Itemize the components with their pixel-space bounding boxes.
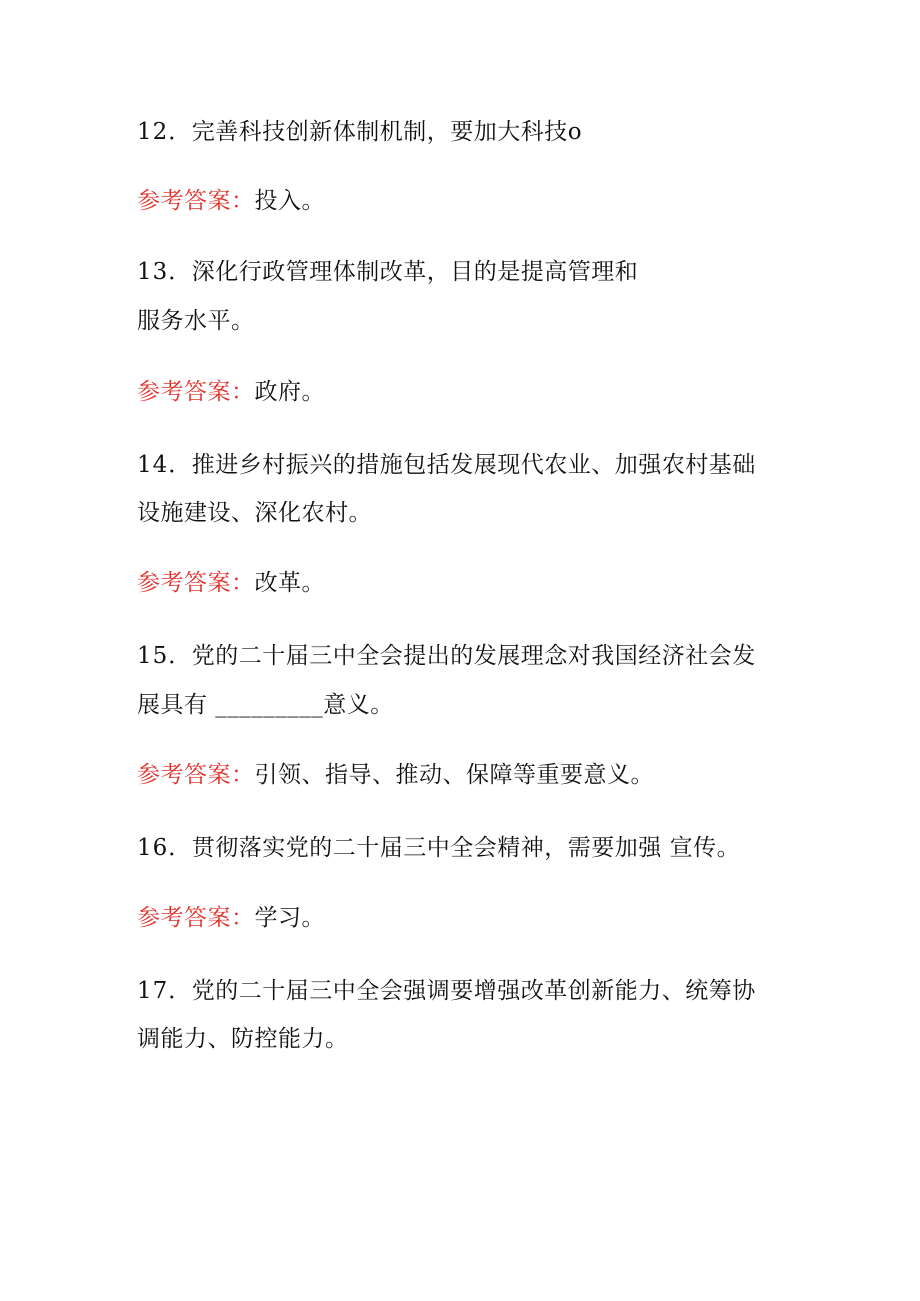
question-text: ．深化行政管理体制改革，目的是提高管理和: [168, 259, 639, 285]
answer-label: 参考答案：: [137, 762, 255, 788]
question-15-line-1: [137, 641, 756, 671]
question-15-line-2: [137, 690, 394, 720]
answer-14: [137, 568, 325, 598]
answer-15: [137, 760, 654, 790]
question-13-line-1: [137, 257, 638, 287]
question-number: 15: [137, 643, 169, 669]
answer-text: 引领、指导、推动、保障等重要意义。: [254, 762, 654, 788]
answer-text: 改革。: [254, 570, 325, 596]
question-text: 调能力、防控能力。: [137, 1026, 349, 1052]
question-text: ．党的二十届三中全会提出的发展理念对我国经济社会发: [168, 643, 756, 669]
question-13-line-2: [137, 306, 255, 336]
question-text: ．推进乡村振兴的措施包括发展现代农业、加强农村基础: [168, 452, 756, 478]
answer-16: [137, 903, 325, 933]
answer-label: 参考答案：: [137, 188, 255, 214]
question-text: 展具有 _________意义。: [137, 692, 394, 718]
question-text: ．完善科技创新体制机制，要加大科技o: [168, 119, 583, 145]
answer-text: 政府。: [254, 379, 325, 405]
answer-text: 投入。: [254, 188, 325, 214]
question-number: 14: [137, 452, 169, 478]
question-text: ．贯彻落实党的二十届三中全会精神，需要加强 宣传。: [168, 835, 741, 861]
question-text: ．党的二十届三中全会强调要增强改革创新能力、统筹协: [168, 978, 756, 1004]
question-text: 服务水平。: [137, 308, 255, 334]
question-number: 12: [137, 119, 169, 145]
answer-12: [137, 186, 325, 216]
question-16-line-1: [137, 833, 740, 863]
answer-label: 参考答案：: [137, 379, 255, 405]
question-text: 设施建设、深化农村。: [137, 500, 372, 526]
question-12-line-1: [137, 117, 582, 147]
question-number: 17: [137, 978, 169, 1004]
question-14-line-2: [137, 498, 372, 528]
question-number: 13: [137, 259, 169, 285]
answer-13: [137, 377, 325, 407]
answer-label: 参考答案：: [137, 905, 255, 931]
question-14-line-1: [137, 450, 756, 480]
question-17-line-2: [137, 1024, 349, 1054]
answer-text: 学习。: [254, 905, 325, 931]
question-17-line-1: [137, 976, 756, 1006]
answer-label: 参考答案：: [137, 570, 255, 596]
question-number: 16: [137, 835, 169, 861]
